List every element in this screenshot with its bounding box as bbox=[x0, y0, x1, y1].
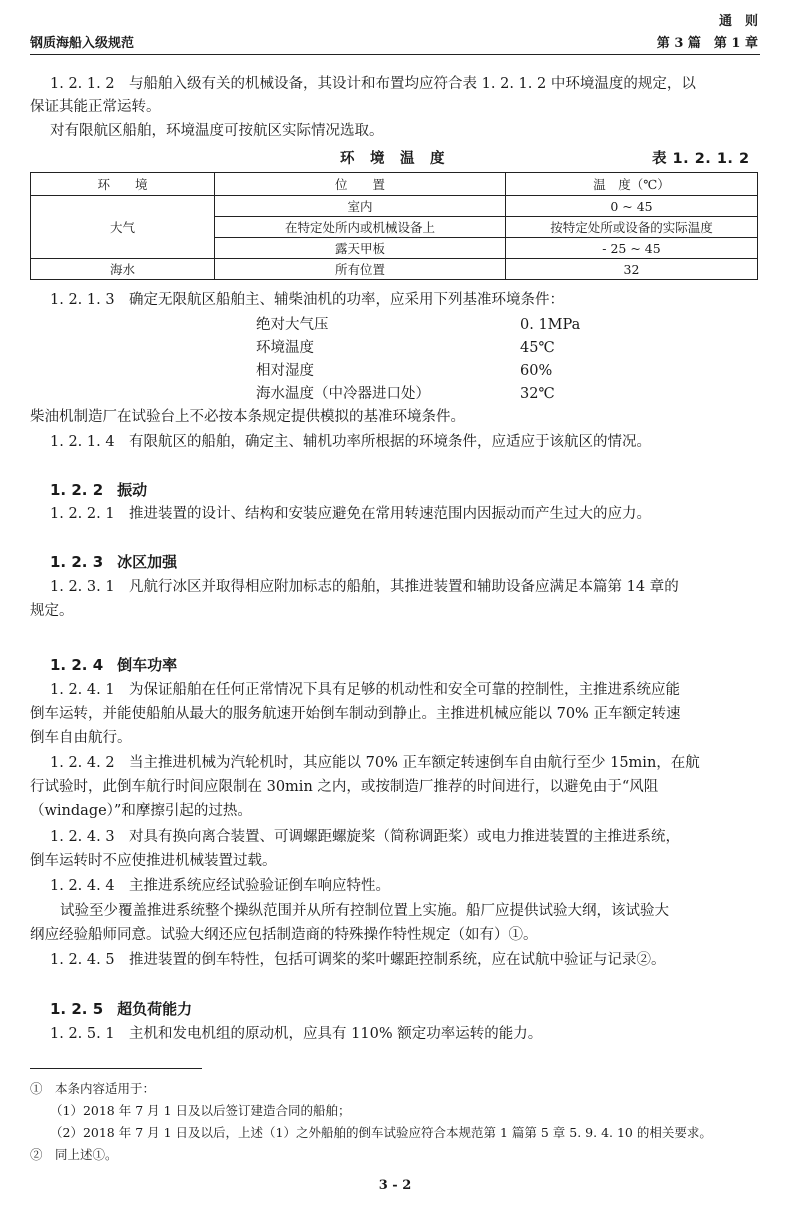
environment-temperature-table bbox=[30, 172, 758, 280]
paragraph-1241-line2: 倒车运转，并能使船舶从最大的服务航速开始倒车制动到静止。主推进机械应能以 70% 正车额定转速 bbox=[30, 706, 681, 722]
table-cell-sea: 海水 bbox=[31, 259, 215, 280]
table-cell-position: 所有位置 bbox=[215, 259, 506, 280]
condition-label: 海水温度（中冷器进口处） bbox=[256, 386, 430, 402]
paragraph-1214: 1. 2. 1. 4 有限航区的船舶，确定主、辅机功率所根据的环境条件，应适应于该航区的情况。 bbox=[50, 434, 652, 450]
table-cell-temp: - 25 ~ 45 bbox=[506, 238, 758, 259]
table-cell-air: 大气 bbox=[31, 196, 215, 259]
table-header-environment: 环 境 bbox=[31, 173, 215, 196]
section-title: 冰区加强 bbox=[117, 553, 178, 571]
paragraph-1251: 1. 2. 5. 1 主机和发电机组的原动机，应具有 110% 额定功率运转的能力。 bbox=[50, 1026, 543, 1042]
table-header-position: 位 置 bbox=[215, 173, 506, 196]
paragraph-1212-line2: 保证其能正常运转。 bbox=[30, 99, 161, 115]
table-cell-position: 露天甲板 bbox=[215, 238, 506, 259]
header-chapter-title: 通 则 bbox=[718, 14, 758, 29]
table-row bbox=[31, 196, 758, 217]
paragraph-1243-line2: 倒车运转时不应使推进机械装置过载。 bbox=[30, 853, 277, 869]
paragraph-1242-line2: 行试验时，此倒车航行时间应限制在 30min 之内，或按制造厂推荐的时间进行，以避免由于“风阻 bbox=[30, 779, 659, 795]
paragraph-1241-line1: 1. 2. 4. 1 为保证船舶在任何正常情况下具有足够的机动性和安全可靠的控制性，主推进系统应能 bbox=[50, 682, 681, 698]
paragraph-1231-line1: 1. 2. 3. 1 凡航行冰区并取得相应附加标志的船舶，其推进装置和辅助设备应满足本篇第 14 章的 bbox=[50, 579, 679, 595]
section-title: 振动 bbox=[117, 481, 148, 499]
section-number: 1. 2. 5 bbox=[50, 1000, 104, 1018]
section-number: 1. 2. 2 bbox=[50, 481, 104, 499]
condition-label: 环境温度 bbox=[256, 340, 314, 356]
paragraph-1244-line1: 1. 2. 4. 4 主推进系统应经试验验证倒车响应特性。 bbox=[50, 878, 391, 894]
footnote-1-item-1: （1）2018 年 7 月 1 日及以后签订建造合同的船舶； bbox=[50, 1103, 351, 1118]
paragraph-1243-line1: 1. 2. 4. 3 对具有换向离合装置、可调螺距螺旋桨（简称调距桨）或电力推进装置的主推进系统， bbox=[50, 829, 681, 845]
section-heading-122 bbox=[50, 479, 147, 500]
header-book-title: 钢质海船入级规范 bbox=[30, 36, 135, 51]
table-cell-temp: 按特定处所或设备的实际温度 bbox=[506, 217, 758, 238]
table-header-temperature: 温 度（℃） bbox=[506, 173, 758, 196]
condition-label: 相对湿度 bbox=[256, 363, 314, 379]
paragraph-1212-line1: 1. 2. 1. 2 与船舶入级有关的机械设备，其设计和布置均应符合表 1. 2. 1. 2 中环境温度的规定，以 bbox=[50, 76, 696, 92]
header-part-chapter: 第 3 篇 第 1 章 bbox=[656, 36, 758, 51]
table-header-row bbox=[31, 173, 758, 196]
section-heading-125 bbox=[50, 998, 192, 1019]
footnote-2: ② 同上述①。 bbox=[30, 1147, 118, 1162]
paragraph-1213-note: 柴油机制造厂在试验台上不必按本条规定提供模拟的基准环境条件。 bbox=[30, 409, 465, 425]
table-title: 环 境 温 度 bbox=[340, 151, 445, 167]
section-number: 1. 2. 3 bbox=[50, 553, 104, 571]
table-cell-temp: 0 ~ 45 bbox=[506, 196, 758, 217]
paragraph-1221: 1. 2. 2. 1 推进装置的设计、结构和安装应避免在常用转速范围内因振动而产生过大的应力。 bbox=[50, 506, 652, 522]
header-rule bbox=[30, 54, 760, 55]
section-title: 超负荷能力 bbox=[117, 1000, 193, 1018]
paragraph-1213-intro: 1. 2. 1. 3 确定无限航区船舶主、辅柴油机的功率，应采用下列基准环境条件： bbox=[50, 292, 565, 308]
table-row bbox=[31, 259, 758, 280]
footnote-rule bbox=[30, 1068, 202, 1069]
paragraph-1242-line3: （windage）”和摩擦引起的过热。 bbox=[30, 803, 252, 819]
condition-value: 60% bbox=[520, 363, 553, 379]
footnote-1-item-2: （2）2018 年 7 月 1 日及以后，上述（1）之外船舶的倒车试验应符合本规范第 1 篇第 5 章 5. 9. 4. 10 的相关要求。 bbox=[50, 1125, 712, 1140]
condition-value: 45℃ bbox=[520, 340, 555, 356]
footnote-1: ① 本条内容适用于： bbox=[30, 1081, 156, 1096]
table-cell-position: 在特定处所内或机械设备上 bbox=[215, 217, 506, 238]
section-title: 倒车功率 bbox=[117, 656, 178, 674]
paragraph-limited-area: 对有限航区船舶，环境温度可按航区实际情况选取。 bbox=[50, 123, 384, 139]
paragraph-1244-line2: 试验至少覆盖推进系统整个操纵范围并从所有控制位置上实施。船厂应提供试验大纲，该试验大 bbox=[60, 903, 669, 919]
paragraph-1245: 1. 2. 4. 5 推进装置的倒车特性，包括可调桨的桨叶螺距控制系统，应在试航中验证与记录②。 bbox=[50, 952, 666, 968]
table-cell-position: 室内 bbox=[215, 196, 506, 217]
condition-value: 0. 1MPa bbox=[520, 317, 581, 333]
condition-label: 绝对大气压 bbox=[256, 317, 329, 333]
paragraph-1242-line1: 1. 2. 4. 2 当主推进机械为汽轮机时，其应能以 70% 正车额定转速倒车自由航行至少 15min，在航 bbox=[50, 755, 700, 771]
table-cell-temp: 32 bbox=[506, 259, 758, 280]
section-number: 1. 2. 4 bbox=[50, 656, 104, 674]
paragraph-1241-line3: 倒车自由航行。 bbox=[30, 730, 132, 746]
section-heading-123 bbox=[50, 551, 177, 572]
table-number: 表 1. 2. 1. 2 bbox=[652, 151, 750, 167]
paragraph-1231-line2: 规定。 bbox=[30, 603, 74, 619]
paragraph-1244-line3: 纲应经验船师同意。试验大纲还应包括制造商的特殊操作特性规定（如有）①。 bbox=[30, 927, 538, 943]
condition-value: 32℃ bbox=[520, 386, 555, 402]
section-heading-124 bbox=[50, 654, 177, 675]
page-number: 3 - 2 bbox=[378, 1178, 412, 1193]
